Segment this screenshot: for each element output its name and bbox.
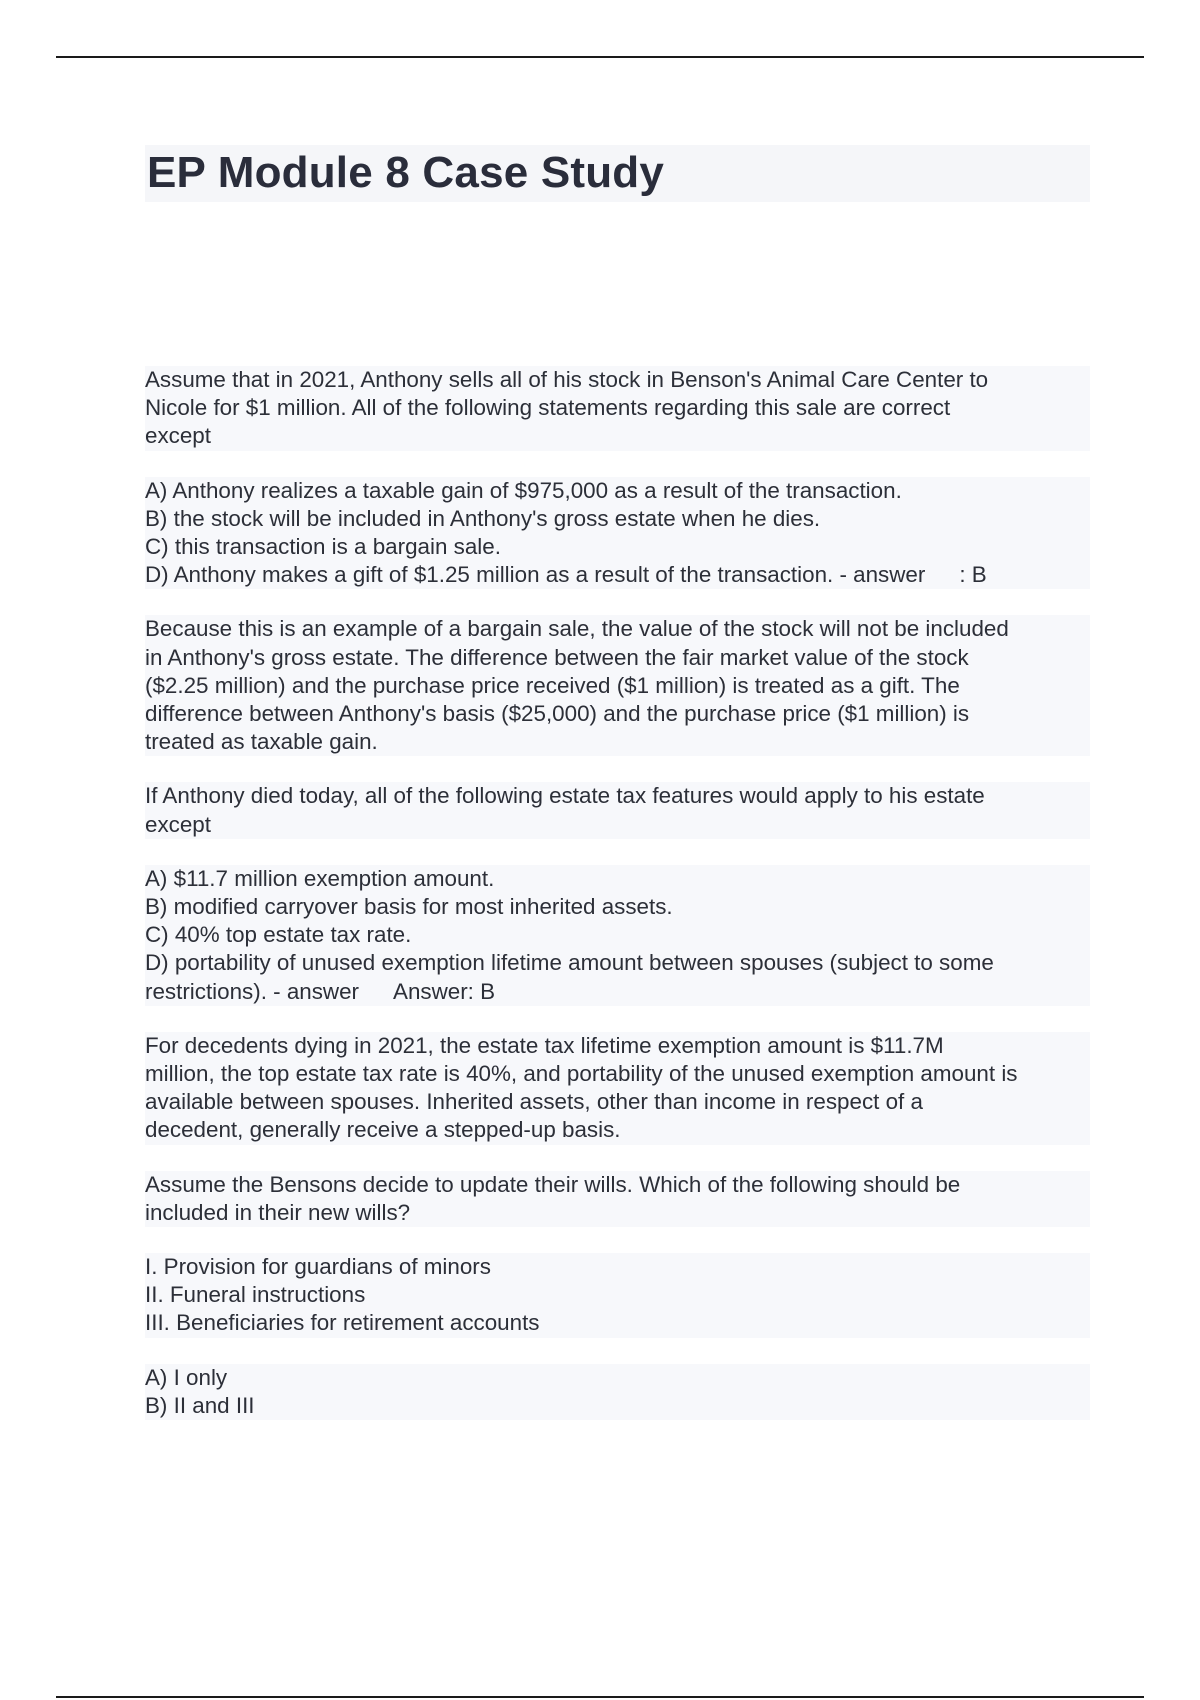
page-title: EP Module 8 Case Study: [147, 148, 665, 197]
text-line: decedent, generally receive a stepped-up basis.: [145, 1117, 621, 1143]
option-line: A) I only: [145, 1364, 228, 1390]
text-line: available between spouses. Inherited assets, other than income in respect of a: [145, 1089, 923, 1115]
text-line: Assume that in 2021, Anthony sells all of his stock in Benson's Animal Care Center to: [145, 367, 989, 392]
text-line: treated as taxable gain.: [145, 729, 378, 755]
text-line: except: [145, 423, 211, 449]
option-line: A) $11.7 million exemption amount.: [145, 865, 495, 891]
question-3-options: [145, 1364, 1090, 1420]
top-rule: [56, 56, 1144, 58]
option-line: C) this transaction is a bargain sale.: [145, 534, 501, 560]
question-3-items: [145, 1253, 1090, 1338]
text-line: million, the top estate tax rate is 40%, and portability of the unused exemption amount is: [145, 1061, 1018, 1087]
document-body: [145, 366, 1090, 1446]
option-text: restrictions). - answer: [145, 978, 360, 1004]
list-item: II. Funeral instructions: [145, 1282, 366, 1308]
text-line: If Anthony died today, all of the following estate tax features would apply to his estate: [145, 783, 985, 809]
option-text: D) Anthony makes a gift of $1.25 million as a result of the transaction. - answer: [145, 562, 926, 588]
text-line: For decedents dying in 2021, the estate tax lifetime exemption amount is $11.7M: [145, 1032, 944, 1058]
text-line: except: [145, 811, 211, 837]
question-2-stem: [145, 782, 1090, 838]
list-item: III. Beneficiaries for retirement accounts: [145, 1310, 540, 1336]
question-1-explanation: [145, 615, 1090, 756]
option-line: B) II and III: [145, 1392, 255, 1418]
text-line: included in their new wills?: [145, 1199, 411, 1225]
question-2-options: [145, 865, 1090, 1006]
question-3-stem: [145, 1171, 1090, 1227]
list-item: I. Provision for guardians of minors: [145, 1254, 491, 1280]
text-line: Assume the Bensons decide to update their wills. Which of the following should be: [145, 1171, 961, 1197]
answer-label: : B: [959, 562, 987, 588]
question-1-options: [145, 477, 1090, 590]
option-line-with-answer: [145, 561, 1090, 589]
text-line: Because this is an example of a bargain sale, the value of the stock will not be included: [145, 616, 1009, 642]
bottom-rule: [56, 1696, 1144, 1698]
option-line: A) Anthony realizes a taxable gain of $975,000 as a result of the transaction.: [145, 477, 902, 503]
option-line-with-answer: [145, 978, 1090, 1006]
text-line: difference between Anthony's basis ($25,000) and the purchase price ($1 million) is: [145, 701, 970, 727]
text-line: ($2.25 million) and the purchase price received ($1 million) is treated as a gift. The: [145, 672, 960, 698]
option-line: C) 40% top estate tax rate.: [145, 922, 412, 948]
option-line: B) the stock will be included in Anthony's gross estate when he dies.: [145, 505, 821, 531]
question-2-explanation: [145, 1032, 1090, 1145]
option-line: D) portability of unused exemption lifetime amount between spouses (subject to some: [145, 950, 994, 976]
option-line: B) modified carryover basis for most inherited assets.: [145, 894, 673, 920]
answer-label: Answer: B: [393, 978, 496, 1004]
text-line: in Anthony's gross estate. The difference between the fair market value of the stock: [145, 644, 969, 670]
question-1-stem: [145, 366, 1090, 451]
text-line: Nicole for $1 million. All of the following statements regarding this sale are correct: [145, 395, 951, 421]
